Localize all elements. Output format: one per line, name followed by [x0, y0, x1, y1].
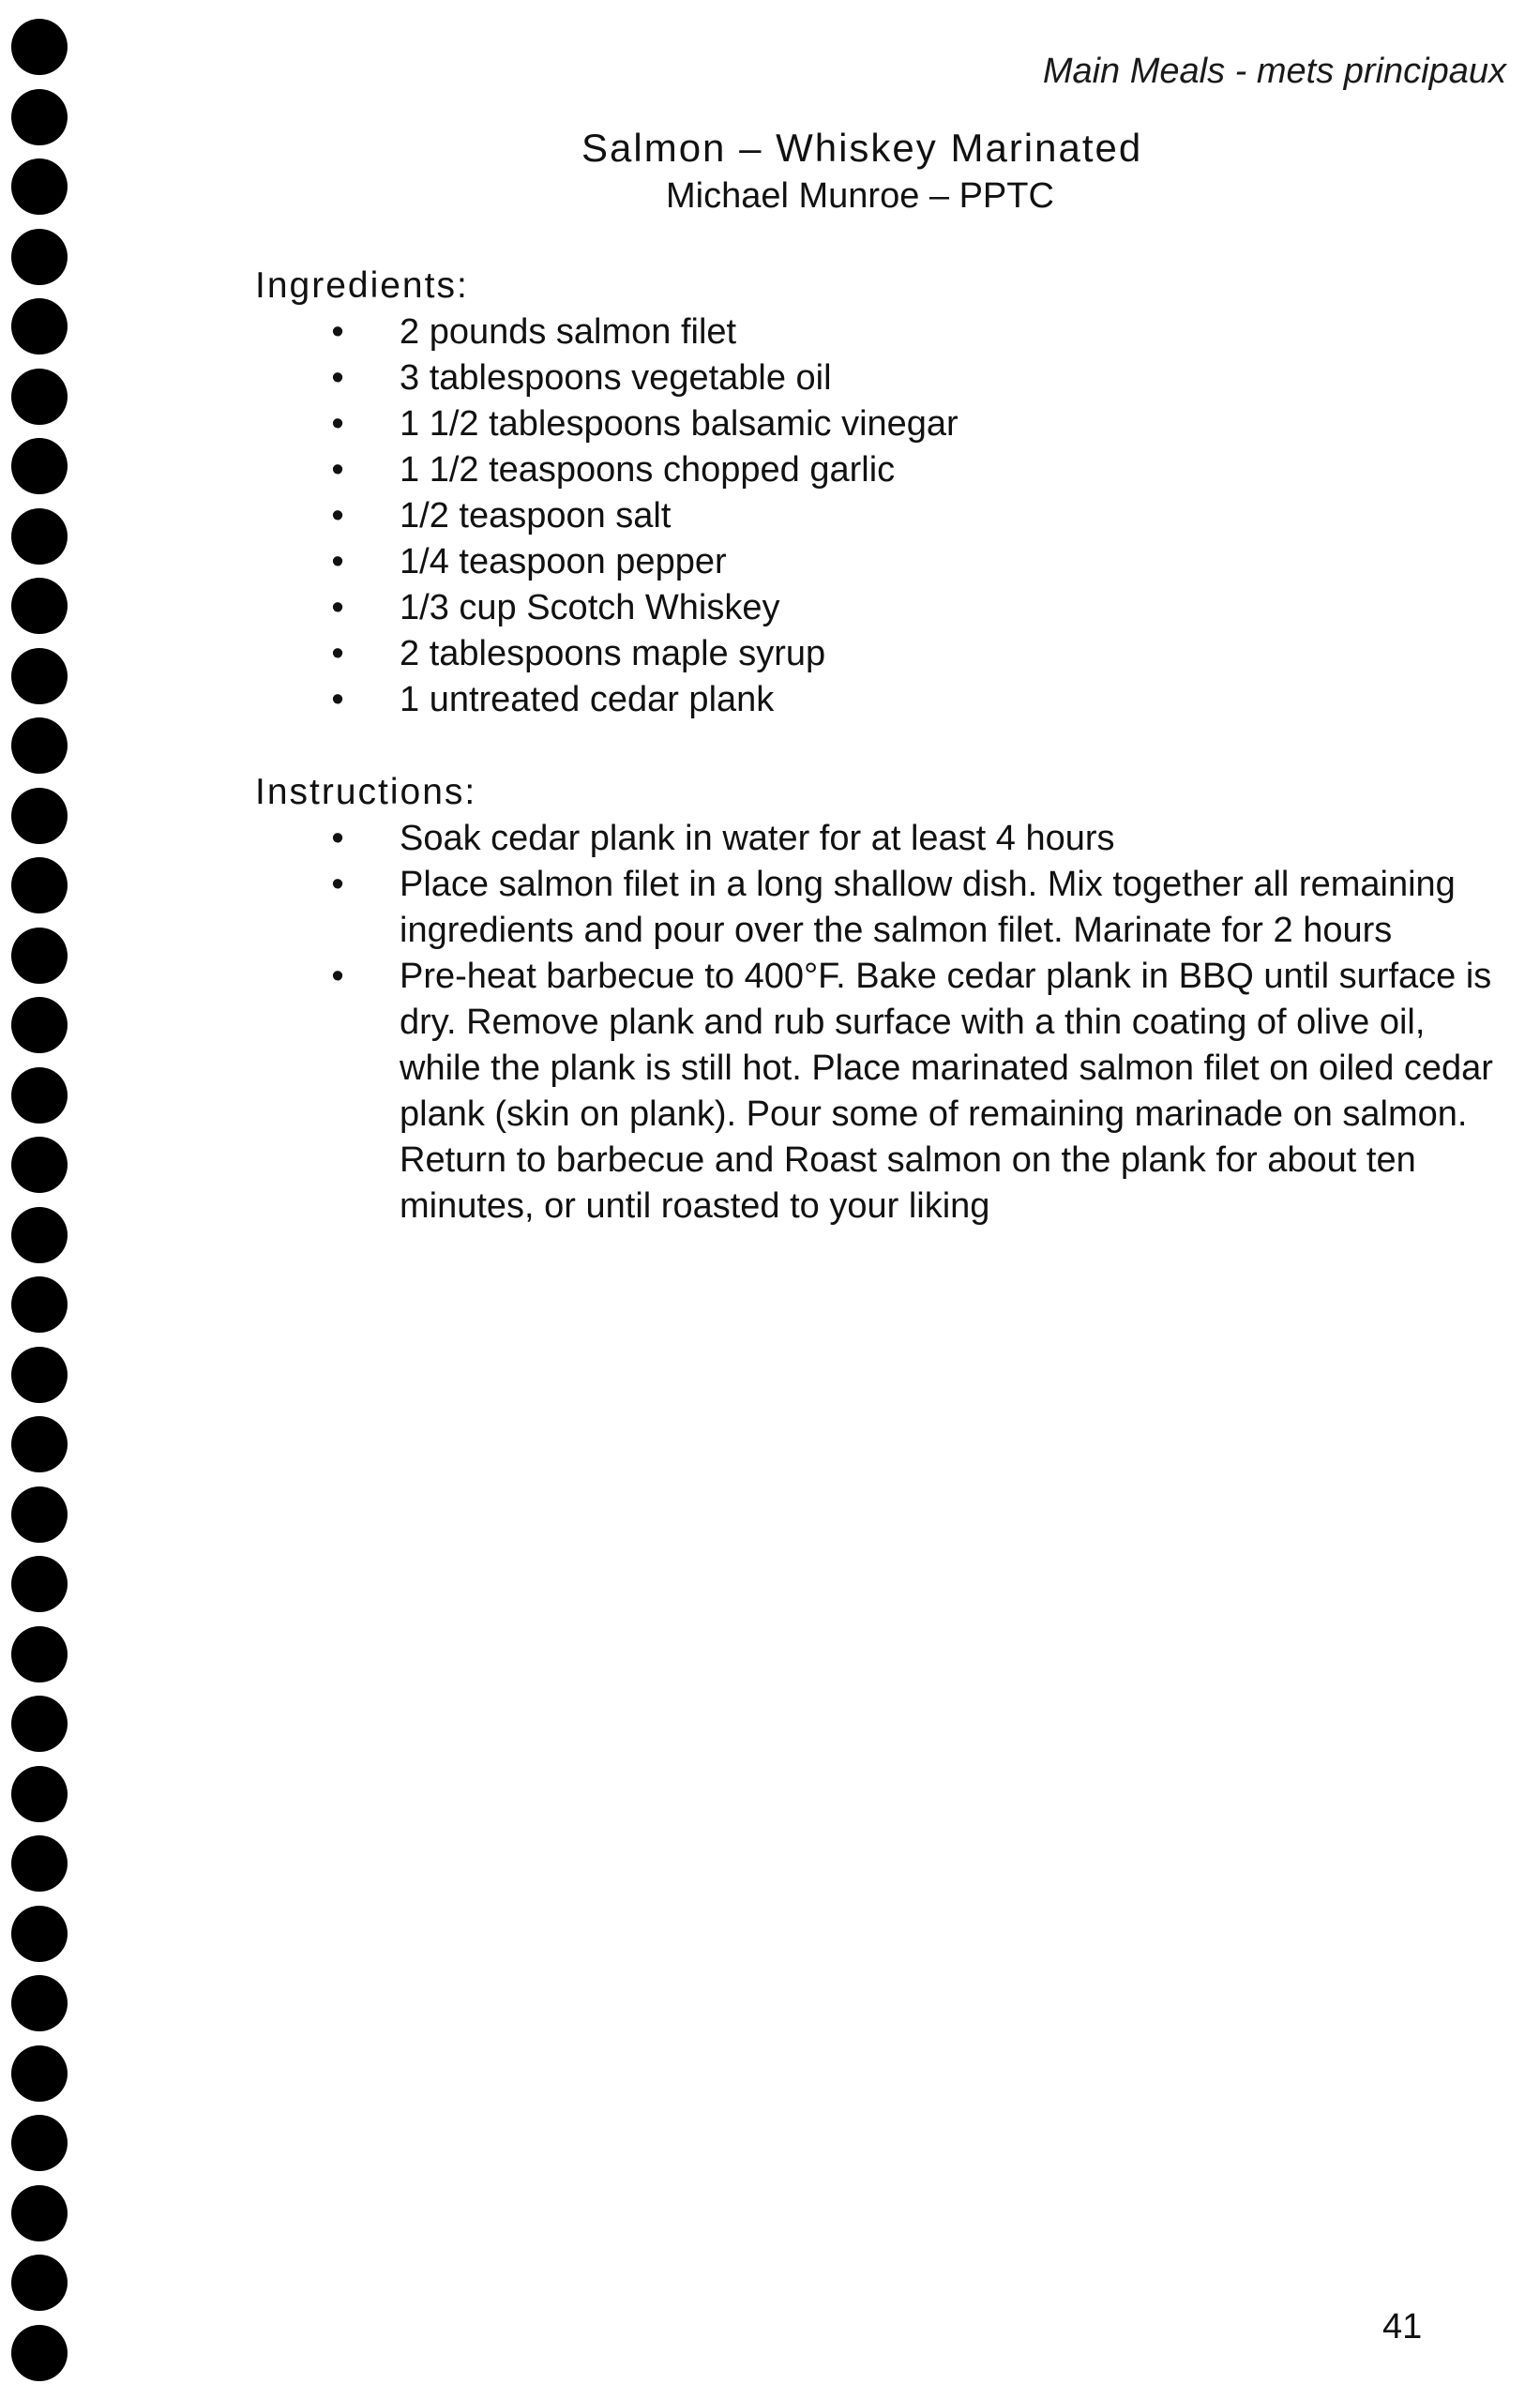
- binding-hole: [11, 648, 68, 704]
- bullet-icon: •: [331, 865, 344, 904]
- bullet-icon: •: [331, 588, 344, 627]
- ingredient-item: • 1/4 teaspoon pepper: [319, 539, 1510, 585]
- section-header: Main Meals - mets principaux: [1042, 52, 1506, 91]
- ingredients-heading: Ingredients:: [255, 265, 469, 306]
- binding-hole: [11, 717, 68, 774]
- spiral-binding: [11, 19, 68, 2391]
- bullet-icon: •: [331, 634, 344, 673]
- page-number: 41: [1382, 2307, 1423, 2346]
- ingredients-list: [319, 309, 1510, 723]
- binding-hole: [11, 1416, 68, 1472]
- binding-hole: [11, 229, 68, 285]
- binding-hole: [11, 1556, 68, 1612]
- binding-hole: [11, 928, 68, 984]
- recipe-title: Salmon – Whiskey Marinated: [581, 126, 1143, 170]
- binding-hole: [11, 1626, 68, 1682]
- ingredient-item: • 3 tablespoons vegetable oil: [319, 355, 1510, 401]
- bullet-icon: •: [331, 542, 344, 581]
- binding-hole: [11, 788, 68, 844]
- binding-hole: [11, 89, 68, 145]
- binding-hole: [11, 1276, 68, 1333]
- bullet-icon: •: [331, 957, 344, 996]
- bullet-icon: •: [331, 450, 344, 490]
- binding-hole: [11, 2255, 68, 2311]
- binding-hole: [11, 158, 68, 215]
- bullet-icon: •: [331, 404, 344, 444]
- binding-hole: [11, 1906, 68, 1962]
- binding-hole: [11, 857, 68, 913]
- bullet-icon: •: [331, 496, 344, 536]
- ingredient-item: • 1 1/2 teaspoons chopped garlic: [319, 447, 1510, 493]
- bullet-icon: •: [331, 312, 344, 352]
- binding-hole: [11, 438, 68, 494]
- binding-hole: [11, 1486, 68, 1543]
- ingredient-item: • 1 untreated cedar plank: [319, 677, 1510, 723]
- binding-hole: [11, 19, 68, 75]
- binding-hole: [11, 1207, 68, 1263]
- binding-hole: [11, 1975, 68, 2031]
- binding-hole: [11, 1835, 68, 1892]
- instructions-list: [319, 816, 1510, 1230]
- bullet-icon: •: [331, 680, 344, 719]
- binding-hole: [11, 1347, 68, 1403]
- binding-hole: [11, 997, 68, 1053]
- binding-hole: [11, 2325, 68, 2381]
- binding-hole: [11, 1766, 68, 1822]
- binding-hole: [11, 2045, 68, 2102]
- binding-hole: [11, 1067, 68, 1124]
- binding-hole: [11, 508, 68, 565]
- ingredient-item: • 2 pounds salmon filet: [319, 309, 1510, 355]
- binding-hole: [11, 1696, 68, 1752]
- instruction-step: • Soak cedar plank in water for at least 4 hours: [319, 816, 1510, 862]
- ingredient-item: • 1 1/2 tablespoons balsamic vinegar: [319, 401, 1510, 447]
- binding-hole: [11, 2115, 68, 2171]
- binding-hole: [11, 369, 68, 425]
- ingredient-item: • 1/3 cup Scotch Whiskey: [319, 585, 1510, 631]
- instruction-step: • Place salmon filet in a long shallow dish. Mix together all remaining ingredients and pour over the salmon filet. Marinate for 2 hours: [319, 862, 1510, 954]
- ingredient-item: • 1/2 teaspoon salt: [319, 493, 1510, 539]
- ingredient-item: • 2 tablespoons maple syrup: [319, 631, 1510, 677]
- recipe-author: Michael Munroe – PPTC: [666, 176, 1054, 216]
- binding-hole: [11, 578, 68, 634]
- bullet-icon: •: [331, 358, 344, 398]
- binding-hole: [11, 2185, 68, 2241]
- instructions-heading: Instructions:: [255, 772, 477, 812]
- instruction-step: • Pre-heat barbecue to 400°F. Bake cedar plank in BBQ until surface is dry. Remove plank and rub surface with a thin coating of olive oil, while the plank is still hot. Place marinated salmon filet on oiled cedar plank (skin on plank). Pour some of remaining marinade on salmon. Return to barbecue and Roast salmon on the plank for about ten minutes, or until roasted to your liking: [319, 954, 1510, 1230]
- binding-hole: [11, 298, 68, 355]
- binding-hole: [11, 1137, 68, 1193]
- bullet-icon: •: [331, 819, 344, 858]
